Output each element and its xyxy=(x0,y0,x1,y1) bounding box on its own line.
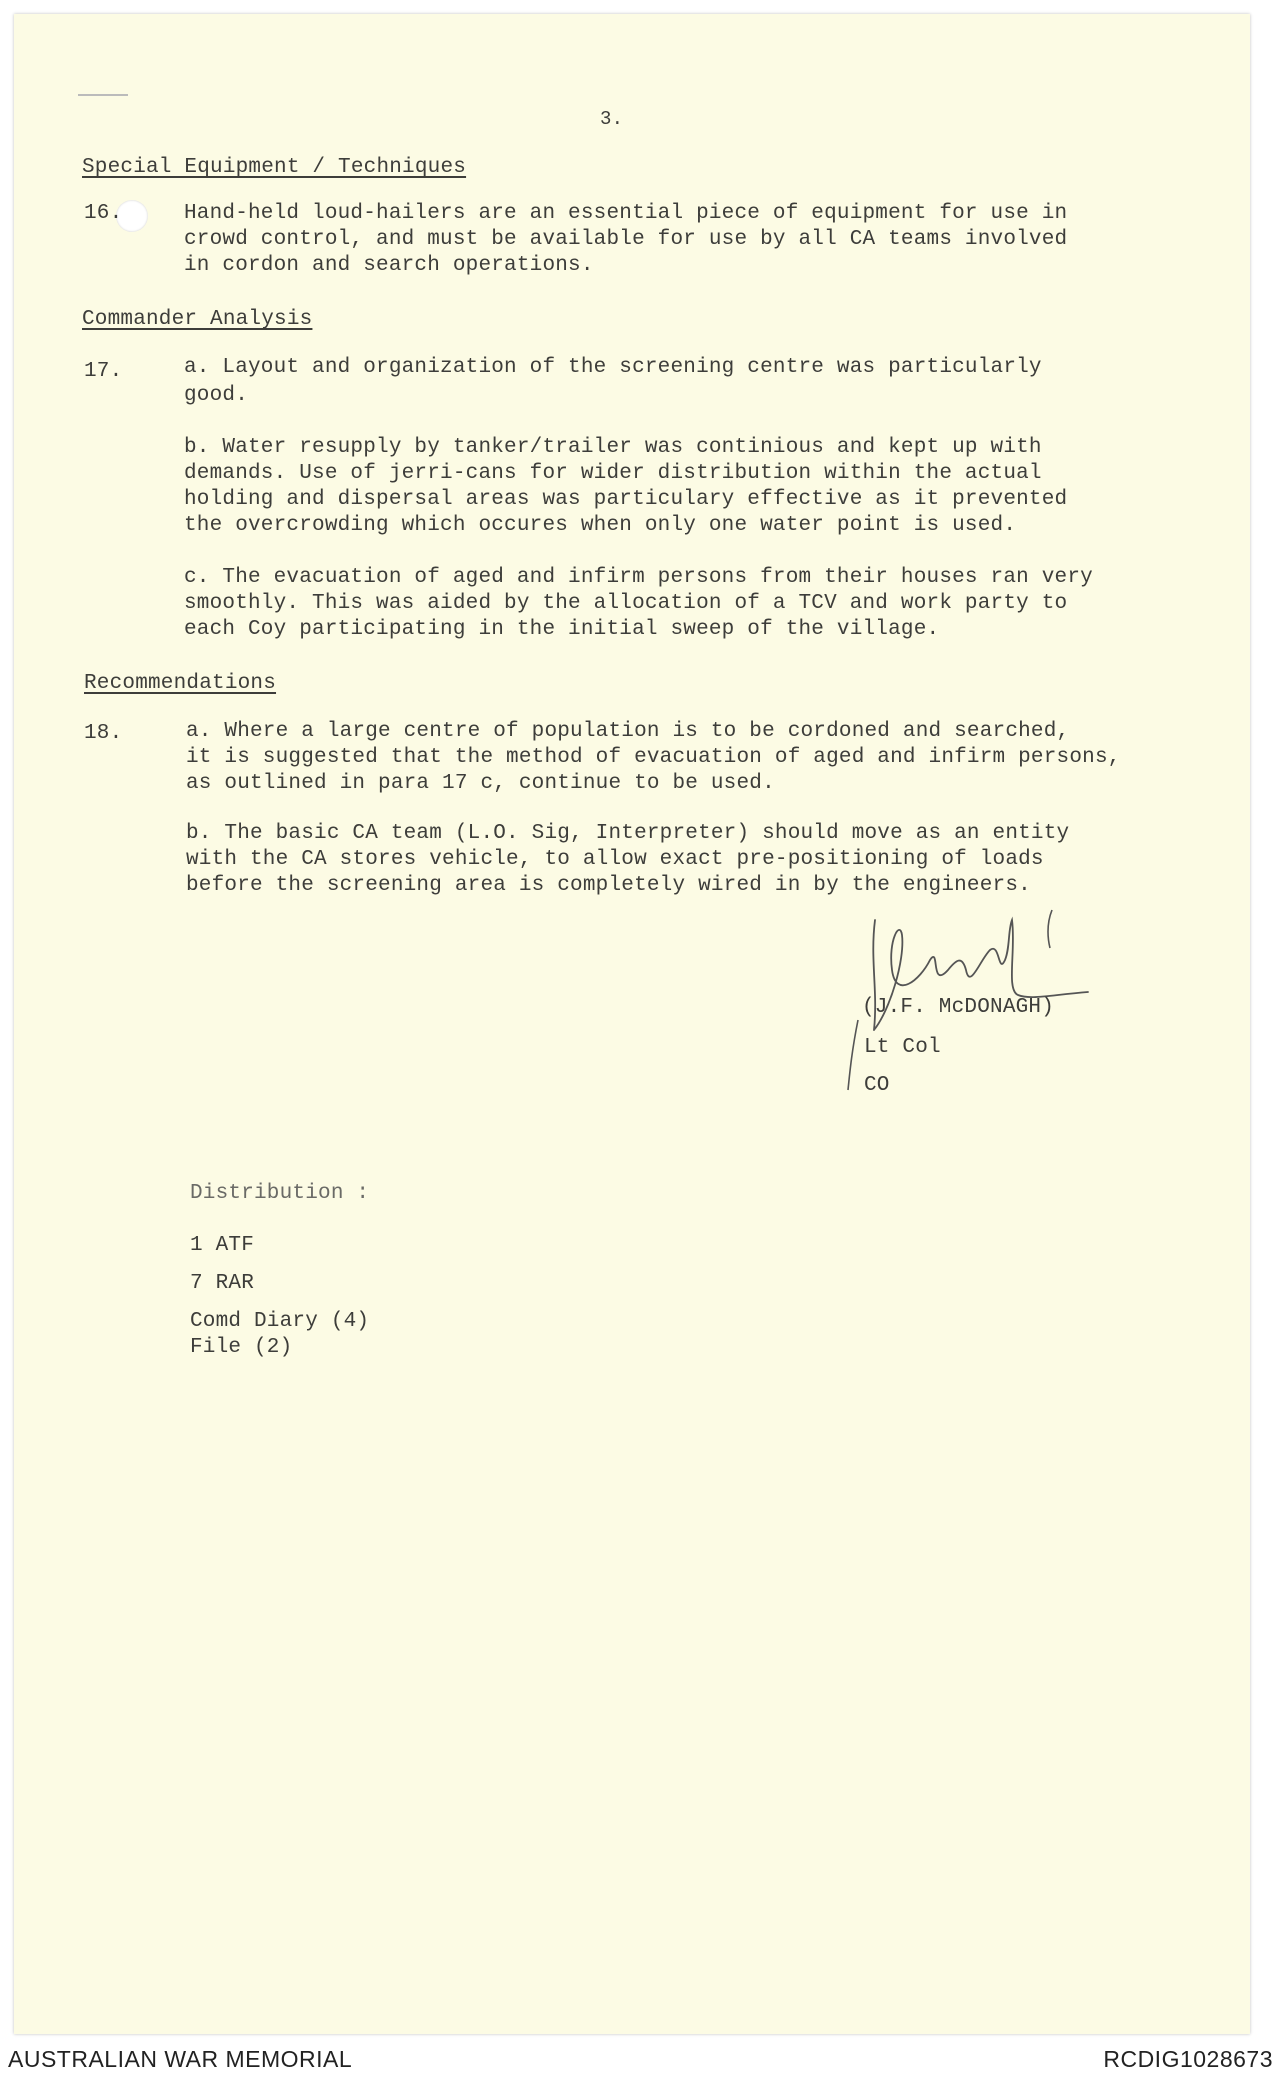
para-18b-line-3: before the screening area is completely wired in by the engineers. xyxy=(186,874,1031,897)
signatory-rank: Lt Col xyxy=(864,1036,941,1059)
page-number: 3. xyxy=(600,108,624,130)
distribution-entry: File (2) xyxy=(190,1336,293,1359)
distribution-heading: Distribution : xyxy=(190,1182,370,1205)
heading-special-equipment: Special Equipment / Techniques xyxy=(82,156,467,179)
para-17b-line-4: the overcrowding which occures when only one water point is used. xyxy=(184,514,1017,537)
scan-mark xyxy=(78,94,128,96)
para-17a-line-2: good. xyxy=(184,384,249,407)
para-17b-line-1: b. Water resupply by tanker/trailer was continious and kept up with xyxy=(184,436,1042,459)
para-number-16: 16. xyxy=(84,202,123,225)
distribution-entry: 1 ATF xyxy=(190,1234,255,1257)
para-18b-line-1: b. The basic CA team (L.O. Sig, Interpreter) should move as an entity xyxy=(186,822,1070,845)
distribution-entry: Comd Diary (4) xyxy=(190,1310,370,1333)
para-18a-line-1: a. Where a large centre of population is to be cordoned and searched, xyxy=(186,720,1070,743)
para-18a-line-3: as outlined in para 17 c, continue to be used. xyxy=(186,772,775,795)
para-17a-line-1: a. Layout and organization of the screening centre was particularly xyxy=(184,356,1042,379)
signatory-name: (J.F. McDONAGH) xyxy=(862,996,1055,1019)
para-number-17: 17. xyxy=(84,360,123,383)
para-18a-line-2: it is suggested that the method of evacuation of aged and infirm persons, xyxy=(186,746,1121,769)
para-number-18: 18. xyxy=(84,722,123,745)
signatory-appointment: CO xyxy=(864,1074,890,1097)
heading-commander-analysis: Commander Analysis xyxy=(82,308,313,331)
distribution-entry: 7 RAR xyxy=(190,1272,255,1295)
para-16-line-2: crowd control, and must be available for use by all CA teams involved xyxy=(184,228,1068,251)
para-17c-line-2: smoothly. This was aided by the allocation of a TCV and work party to xyxy=(184,592,1068,615)
para-17c-line-1: c. The evacuation of aged and infirm persons from their houses ran very xyxy=(184,566,1093,589)
para-17b-line-2: demands. Use of jerri-cans for wider distribution within the actual xyxy=(184,462,1042,485)
para-17b-line-3: holding and dispersal areas was particulary effective as it prevented xyxy=(184,488,1068,511)
para-17c-line-3: each Coy participating in the initial sweep of the village. xyxy=(184,618,940,641)
para-16-line-3: in cordon and search operations. xyxy=(184,254,594,277)
para-18b-line-2: with the CA stores vehicle, to allow exact pre-positioning of loads xyxy=(186,848,1044,871)
heading-recommendations: Recommendations xyxy=(84,672,277,695)
archive-credit: AUSTRALIAN WAR MEMORIAL xyxy=(8,2046,353,2072)
para-16-line-1: Hand-held loud-hailers are an essential piece of equipment for use in xyxy=(184,202,1068,225)
archive-reference: RCDIG1028673 xyxy=(1103,2046,1273,2072)
